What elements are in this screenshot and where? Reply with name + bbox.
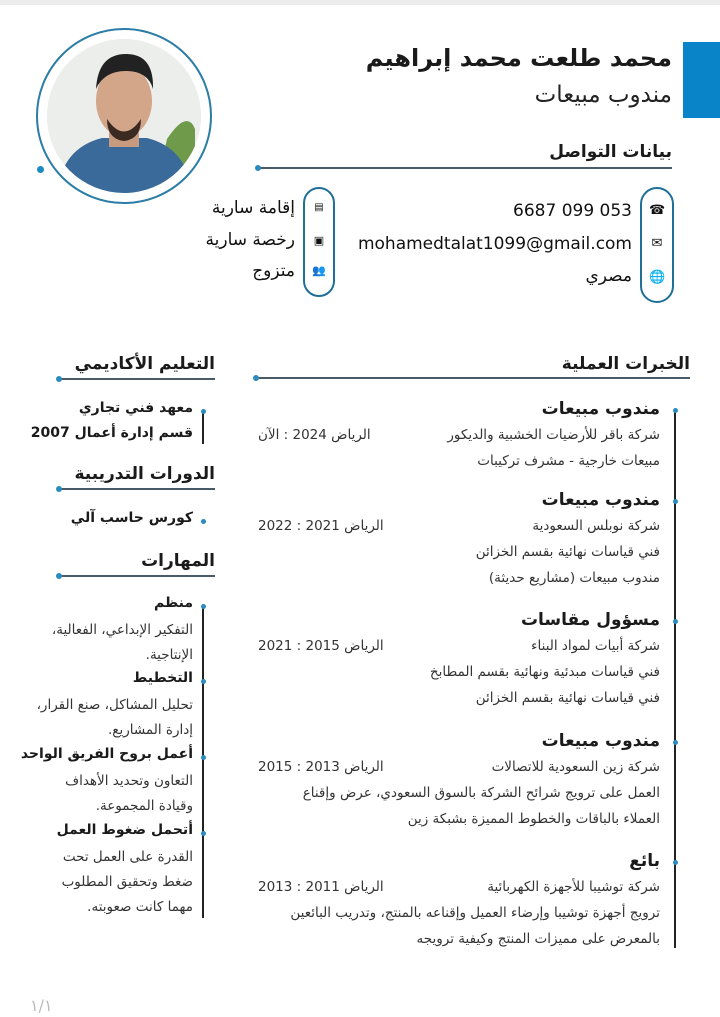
top-border: [0, 0, 720, 5]
skill-description-line: القدرة على العمل تحت: [62, 849, 193, 865]
profile-photo: [47, 39, 201, 193]
envelope-icon: ✉: [651, 236, 663, 251]
job-bullet: [673, 499, 678, 504]
job-bullet: [673, 408, 678, 413]
skill-bullet: [201, 755, 206, 760]
job-description-line: العملاء بالباقات والخطوط المميزة بشبكة زين: [407, 811, 660, 827]
email-address: mohamedtalat1099@gmail.com: [357, 234, 632, 254]
skill-description-line: وقيادة المجموعة.: [95, 798, 193, 814]
skill-description-line: التعاون وتحديد الأهداف: [65, 773, 193, 789]
education-divider: [58, 378, 215, 380]
job-date: الرياض 2015 : 2021: [258, 638, 384, 654]
job-company: شركة باقر للأرضيات الخشبية والديكور: [447, 427, 660, 443]
skill-name: أعمل بروح الفريق الواحد: [20, 746, 193, 762]
job-title: مندوب مبيعات: [541, 731, 660, 751]
job-title: مندوب مبيعات: [541, 490, 660, 510]
course-item: كورس حاسب آلي: [70, 510, 193, 526]
contact-divider: [258, 167, 672, 169]
courses-divider: [58, 488, 215, 490]
education-department: قسم إدارة أعمال 2007: [30, 425, 193, 441]
job-description-line: مندوب مبيعات (مشاريع حديثة): [488, 570, 660, 586]
skills-divider-dot: [56, 573, 62, 579]
marital-status: متزوج: [252, 261, 295, 281]
job-description-line: العمل على ترويج شرائح الشركة بالسوق السعودي، عرض وإقناع: [302, 785, 660, 801]
skills-divider: [58, 575, 215, 577]
phone-number: 053 099 6687: [513, 201, 632, 221]
courses-divider-dot: [56, 486, 62, 492]
contact-section-title: بيانات التواصل: [549, 142, 672, 162]
skill-name: التخطيط: [132, 670, 193, 686]
skill-bullet: [201, 679, 206, 684]
job-description-line: فني قياسات مبدئية ونهائية بقسم المطابخ: [429, 664, 660, 680]
skill-description-line: ضغط وتحقيق المطلوب: [61, 874, 193, 890]
license-card-icon: ▣: [313, 234, 325, 247]
residence-card-icon: ▤: [314, 202, 324, 213]
skill-description-line: إدارة المشاريع.: [108, 722, 193, 738]
courses-section-title: الدورات التدريبية: [74, 464, 215, 484]
skills-section-title: المهارات: [141, 551, 215, 571]
skill-bullet: [201, 831, 206, 836]
job-description-line: ترويج أجهزة توشيبا وإرضاء العميل وإقناعه بالمنتج، وتدريب البائعين: [290, 905, 660, 921]
education-section-title: التعليم الأكاديمي: [74, 354, 215, 374]
skill-description-line: مهما كانت صعوبته.: [87, 899, 193, 915]
accent-block: [683, 42, 720, 118]
education-divider-dot: [56, 376, 62, 382]
residence-status: إقامة سارية: [211, 198, 295, 218]
education-institute: معهد فني تجاري: [78, 400, 193, 416]
skill-description-line: التفكير الإبداعي، الفعالية،: [51, 622, 193, 638]
job-description-line: فني قياسات نهائية بقسم الخزائن: [475, 544, 660, 560]
job-company: شركة أبيات لمواد البناء: [531, 638, 660, 654]
experience-divider-dot: [253, 375, 259, 381]
globe-icon: 🌐: [649, 270, 666, 285]
job-description-line: بالمعرض على مميزات المنتج وكيفية ترويجه: [416, 931, 660, 947]
job-date: الرياض 2024 : الآن: [258, 427, 371, 443]
photo-frame-dot: [37, 166, 44, 173]
license-status: رخصة سارية: [205, 230, 295, 250]
job-title: بائع: [629, 851, 660, 871]
job-date: الرياض 2011 : 2013: [258, 879, 384, 895]
job-bullet: [673, 619, 678, 624]
education-bullet: [201, 409, 206, 414]
experience-divider: [256, 377, 690, 379]
job-description-line: مبيعات خارجية - مشرف تركيبات: [477, 453, 660, 469]
education-line: [202, 410, 204, 444]
experience-section-title: الخبرات العملية: [561, 354, 690, 374]
nationality: مصري: [585, 266, 632, 286]
skill-name: أتحمل ضغوط العمل: [56, 822, 193, 838]
job-title: مسؤول مقاسات: [520, 610, 660, 630]
candidate-name: محمد طلعت محمد إبراهيم: [365, 44, 672, 72]
skills-timeline: [202, 606, 204, 918]
job-title: مندوب مبيعات: [541, 399, 660, 419]
candidate-title: مندوب مبيعات: [534, 82, 672, 108]
job-bullet: [673, 860, 678, 865]
course-bullet: [201, 519, 206, 524]
experience-timeline: [674, 410, 676, 948]
skill-bullet: [201, 604, 206, 609]
job-date: الرياض 2013 : 2015: [258, 759, 384, 775]
job-date: الرياض 2021 : 2022: [258, 518, 384, 534]
skill-description-line: الإنتاجية.: [145, 647, 193, 663]
phone-icon: ☎: [649, 203, 666, 218]
job-company: شركة توشيبا للأجهزة الكهربائية: [487, 879, 660, 895]
page-number: ١/١: [30, 996, 53, 1015]
skill-description-line: تحليل المشاكل، صنع القرار،: [36, 697, 193, 713]
contact-divider-dot: [255, 165, 261, 171]
people-icon: 👥: [312, 264, 326, 277]
skill-name: منظم: [154, 595, 193, 611]
job-company: شركة زين السعودية للاتصالات: [491, 759, 660, 775]
job-description-line: فني قياسات نهائية بقسم الخزائن: [475, 690, 660, 706]
job-company: شركة نوبلس السعودية: [532, 518, 660, 534]
job-bullet: [673, 740, 678, 745]
